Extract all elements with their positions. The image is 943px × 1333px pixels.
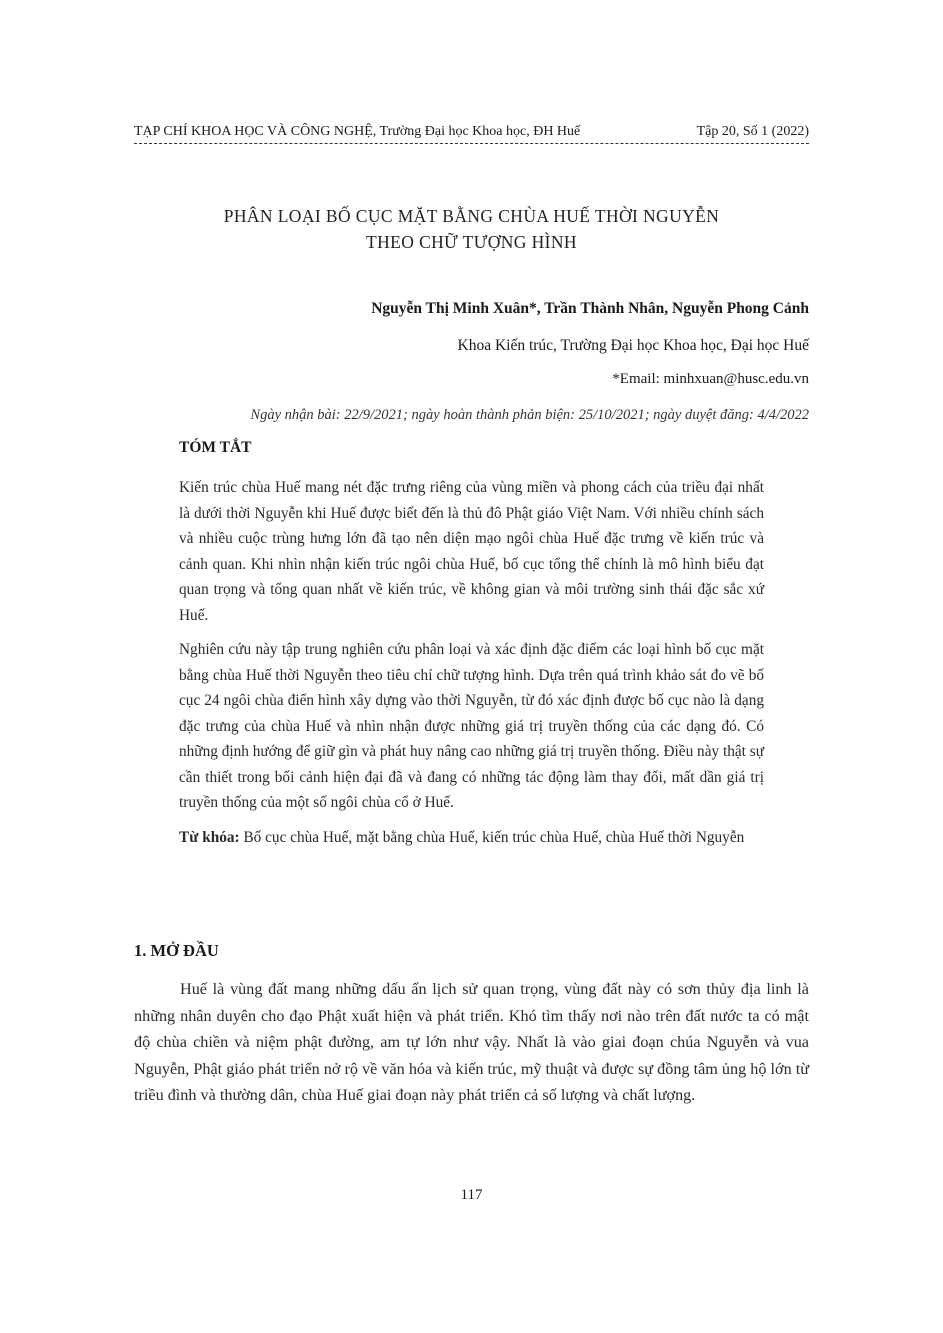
- journal-name: TẠP CHÍ KHOA HỌC VÀ CÔNG NGHỆ, Trường Đại học Khoa học, ĐH Huế: [134, 124, 581, 139]
- abstract-paragraph-2: Nghiên cứu này tập trung nghiên cứu phân loại và xác định đặc điểm các loại hình bố cục mặt bằng chùa Huế thời Nguyễn theo tiêu chí chữ tượng hình. Dựa trên quá trình khảo sát đo vẽ bố cục 24 ngôi chùa điển hình xây dựng vào thời Nguyễn, từ đó xác định được bố cục nào là dạng đặc trưng của chùa Huế và nhìn nhận được những giá trị truyền thống của các dạng đó. Có những định hướng để giữ gìn và phát huy nâng cao những giá trị truyền thống. Điều này thật sự cần thiết trong bối cảnh hiện đại đã và đang có những tác động làm thay đổi, mất dần giá trị truyền thống của một số ngôi chùa cổ ở Huế.: [179, 641, 764, 811]
- abstract-heading: TÓM TẮT: [179, 439, 252, 456]
- corresponding-email: *Email: minhxuan@husc.edu.vn: [612, 371, 809, 387]
- running-header: [134, 124, 809, 144]
- title-line-2: THEO CHỮ TƯỢNG HÌNH: [366, 232, 577, 252]
- abstract-body: [179, 475, 764, 859]
- affiliation: Khoa Kiến trúc, Trường Đại học Khoa học, Đại học Huế: [457, 337, 809, 354]
- section-heading-intro: 1. MỞ ĐẦU: [134, 941, 219, 960]
- article-title: [134, 203, 809, 255]
- abstract-paragraph-1: Kiến trúc chùa Huế mang nét đặc trưng riêng của vùng miền và phong cách của triều đại nhất là dưới thời Nguyễn khi Huế được biết đến là thủ đô Phật giáo Việt Nam. Với nhiều chính sách và nhiều cuộc trùng hưng lớn đã tạo nên diện mạo ngôi chùa Huế đặc trưng về kiến trúc và cảnh quan. Khi nhìn nhận kiến trúc ngôi chùa Huế, bố cục tổng thể chính là mô hình biểu đạt quan trọng và tổng quan nhất về kiến trúc, về không gian và môi trường sinh thái đặc sắc xứ Huế.: [179, 479, 764, 624]
- keywords-label: Từ khóa:: [179, 828, 240, 846]
- keywords-text: Bố cục chùa Huế, mặt bằng chùa Huế, kiến trúc chùa Huế, chùa Huế thời Nguyễn: [239, 828, 745, 846]
- volume-info: Tập 20, Số 1 (2022): [696, 124, 809, 139]
- keywords: [179, 825, 764, 851]
- title-line-1: PHÂN LOẠI BỐ CỤC MẶT BẰNG CHÙA HUẾ THỜI NGUYỄN: [223, 206, 720, 226]
- submission-dates: Ngày nhận bài: 22/9/2021; ngày hoàn thành phản biện: 25/10/2021; ngày duyệt đăng: 4/4/2022: [250, 407, 809, 423]
- page-number: 117: [460, 1187, 483, 1203]
- author-list: Nguyễn Thị Minh Xuân*, Trần Thành Nhân, Nguyễn Phong Cảnh: [371, 300, 809, 317]
- intro-paragraph: Huế là vùng đất mang những dấu ấn lịch sử quan trọng, vùng đất này có sơn thủy địa linh là những nhân duyên cho đạo Phật xuất hiện và phát triển. Khó tìm thấy nơi nào trên đất nước ta có mật độ chùa chiền và niệm phật đường, am tự lớn như vậy. Nhất là vào giai đoạn chúa Nguyễn và vua Nguyễn, Phật giáo phát triển nở rộ về văn hóa và kiến trúc, mỹ thuật và được sự đồng tâm ủng hộ lớn từ triều đình và thường dân, chùa Huế giai đoạn này phát triển cả số lượng và chất lượng.: [134, 980, 809, 1104]
